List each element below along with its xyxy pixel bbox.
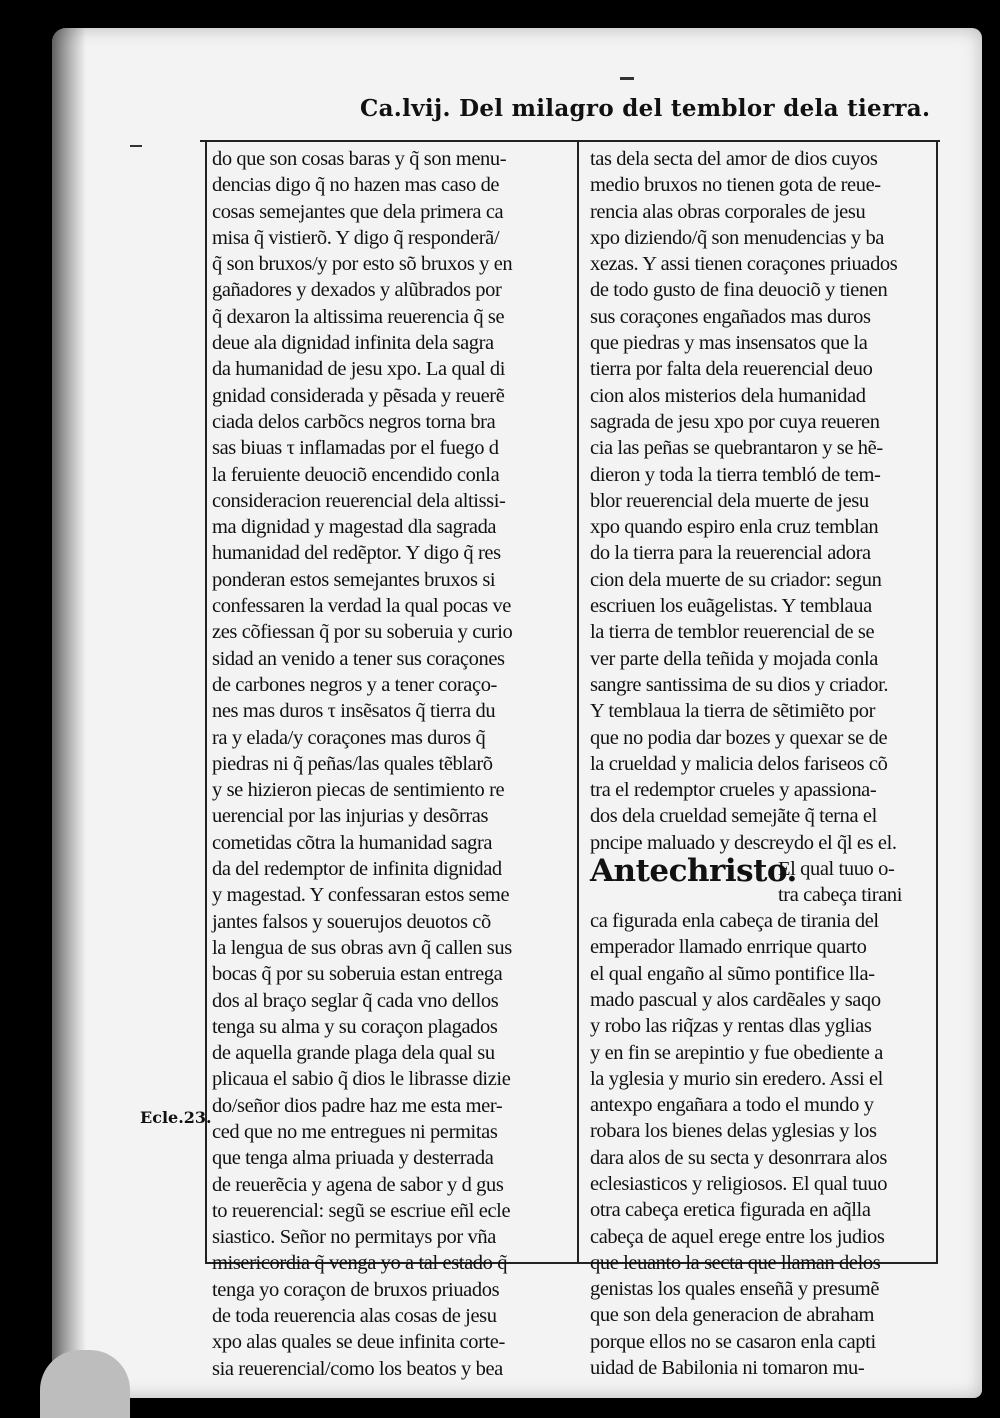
text-line: nes mas duros τ insẽsatos q̃ tierra du [212,700,496,723]
text-line: la yglesia y murio sin eredero. Assi el [590,1067,883,1090]
text-line: Y temblaua la tierra de sẽtimiẽto por [590,700,875,723]
text-line: ca figurada enla cabeça de tirania del [590,910,879,933]
text-line: mado pascual y alos cardẽales y saqo [590,988,881,1011]
text-line: sidad an venido a tener sus coraçones [212,647,505,670]
text-line: la crueldad y malicia delos fariseos cõ [590,752,888,775]
text-line: da del redemptor de infinita dignidad [212,858,502,881]
text-line: de todo gusto de fina deuociõ y tienen [590,279,888,302]
text-line: tierra por falta dela reuerencial deuo [590,358,873,381]
text-line: deue ala dignidad infinita dela sagra [212,332,494,355]
text-line: misericordia q̃ venga yo a tal estado q̃ [212,1252,508,1275]
text-line: robara los bienes delas yglesias y los [590,1120,877,1143]
text-line: genistas los quales enseñã y presumẽ [590,1278,880,1301]
text-line: piedras ni q̃ peñas/las quales tẽblarõ [212,752,493,775]
section-heading-line [590,853,942,908]
text-line: cabeça de aquel erege entre los judios [590,1225,885,1248]
text-line: misa q̃ vistierõ. Y digo q̃ responderã/ [212,226,500,249]
text-line: medio bruxos no tienen gota de reue- [590,174,881,197]
text-line: cometidas cõtra la humanidad sagra [212,831,493,854]
text-line: pncipe maluado y descreydo el q̃l es el. [590,831,897,854]
text-line: tenga su alma y su coraçon plagados [212,1015,498,1038]
frame-top-rule [200,140,940,142]
text-line: de carbones negros y a tener coraço- [212,673,497,696]
page-mark-left [130,145,142,147]
text-line: xezas. Y assi tienen coraçones priuados [590,253,898,276]
text-line: do la tierra para la reuerencial adora [590,542,871,565]
section-heading: Antechristo. [590,853,797,890]
column-divider [577,140,579,1264]
text-line: q̃ son bruxos/y por esto sõ bruxos y en [212,253,513,276]
thumb [40,1350,130,1418]
text-line: y magestad. Y confessaran estos seme [212,884,510,907]
text-line: escriuen los euãgelistas. Y temblaua [590,595,872,618]
heading-side-text [778,856,938,908]
text-line: otra cabeça eretica figurada en aq̃lla [590,1199,871,1222]
text-line: ciada delos carbõcs negros torna bra [212,410,496,433]
right-column [590,146,942,1380]
text-line: sia reuerencial/como los beatos y bea [212,1357,503,1380]
text-line: xpo diziendo/q̃ son menudencias y ba [590,226,885,249]
text-line: tas dela secta del amor de dios cuyos [590,148,878,170]
spine-shadow [52,28,86,1398]
text-line: sangre santissima de su dios y criador. [590,673,889,696]
text-line: El qual tuuo o- [778,858,895,881]
text-line: el qual engaño al sũmo pontifice lla- [590,962,875,985]
text-line: que no podia dar bozes y quexar se de [590,726,888,749]
text-line: consideracion reuerencial dela altissi- [212,489,506,512]
text-line: dieron y toda la tierra tembló de tem- [590,463,881,486]
text-line: uidad de Babilonia ni tomaron mu- [590,1357,865,1380]
text-line: humanidad del redẽptor. Y digo q̃ res [212,542,501,565]
text-line: dos dela crueldad semejãte q̃ terna el [590,805,877,828]
text-line: confessaren la verdad la qual pocas ve [212,595,511,618]
text-line: de toda reuerencia alas cosas de jesu [212,1305,497,1328]
text-line: cion alos misterios dela humanidad [590,384,866,407]
text-line: cia las peñas se quebrantaron y se hẽ- [590,437,883,460]
text-line: gañadores y dexados y alũbrados por [212,279,502,302]
text-line: ra y elada/y coraçones mas duros q̃ [212,726,486,749]
text-line: do que son cosas baras y q̃ son menu- [212,148,507,170]
text-line: de reuerẽcia y agena de sabor y d gus [212,1173,504,1196]
text-line: blor reuerencial dela muerte de jesu [590,489,869,512]
frame-left-rule [205,140,207,1264]
text-line: sus coraçones engañados mas duros [590,305,871,328]
text-line: emperador llamado enrrique quarto [590,936,867,959]
text-line: gnidad considerada y pẽsada y reuerẽ [212,384,505,407]
text-line: tenga yo coraçon de bruxos priuados [212,1278,500,1301]
text-line: y en fin se arepintio y fue obediente a [590,1041,883,1064]
text-line: sagrada de jesu xpo por cuya reueren [590,410,880,433]
right-column-bottom [590,908,942,1381]
text-line: que leuanto la secta que llaman delos [590,1251,881,1274]
text-line: dara alos de su secta y desonrrara alos [590,1146,887,1169]
text-line: sas biuas τ inflamadas por el fuego d [212,437,499,460]
text-line: la lengua de sus obras avn q̃ callen sus [212,936,512,959]
text-line: rencia alas obras corporales de jesu [590,200,866,223]
text-line: tra cabeça tirani [778,884,903,907]
running-head: Ca.lvij. Del milagro del temblor dela tierra. [360,95,931,122]
text-line: de aquella grande plaga dela qual su [212,1042,495,1065]
text-line: tra el redemptor crueles y apassiona- [590,779,877,802]
text-line: jantes falsos y souerujos deuotos cõ [212,910,491,933]
text-line: y robo las riq̃zas y rentas dlas yglias [590,1015,872,1038]
text-line: eclesiasticos y religiosos. El qual tuuo [590,1172,888,1195]
margin-note: Ecle.23. [140,1108,212,1127]
text-line: dencias digo q̃ no hazen mas caso de [212,174,500,197]
text-line: bocas q̃ por su soberuia estan entrega [212,963,503,986]
text-line: uerencial por las injurias y desõrras [212,805,489,828]
text-line: porque ellos no se casaron enla capti [590,1330,876,1353]
text-line: ver parte della teñida y mojada conla [590,647,879,670]
text-line: dos al braço seglar q̃ cada vno dellos [212,989,499,1012]
text-line: siastico. Señor no permitays por vña [212,1226,496,1249]
text-line: da humanidad de jesu xpo. La qual di [212,358,506,381]
text-line: la tierra de temblor reuerencial de se [590,621,875,644]
text-line: q̃ dexaron la altissima reuerencia q̃ se [212,305,505,328]
text-line: que piedras y mas insensatos que la [590,332,868,355]
text-line: cion dela muerte de su criador: segun [590,568,882,591]
text-line: do/señor dios padre haz me esta mer- [212,1094,503,1117]
text-line: plicaua el sabio q̃ dios le librasse dizie [212,1068,511,1091]
page-mark-top [620,77,634,80]
text-line: to reuerencial: segũ se escriue eñl ecle [212,1199,511,1222]
text-line: la feruiente deuociõ encendido conla [212,463,500,486]
text-line: ced que no me entregues ni permitas [212,1120,498,1143]
left-column [212,146,572,1380]
text-line: zes cõfiessan q̃ por su soberuia y curio [212,621,513,644]
text-line: ma dignidad y magestad dla sagrada [212,516,497,539]
text-line: y se hizieron piecas de sentimiento re [212,779,505,802]
right-column-top [590,146,942,856]
text-line: que son dela generacion de abraham [590,1304,875,1327]
text-line: cosas semejantes que dela primera ca [212,200,504,223]
text-line: ponderan estos semejantes bruxos si [212,568,496,591]
text-line: xpo alas quales se deue infinita corte- [212,1331,505,1354]
text-line: xpo quando espiro enla cruz temblan [590,516,879,539]
text-line: que tenga alma priuada y desterrada [212,1147,494,1170]
text-line: antexpo engañara a todo el mundo y [590,1094,874,1117]
